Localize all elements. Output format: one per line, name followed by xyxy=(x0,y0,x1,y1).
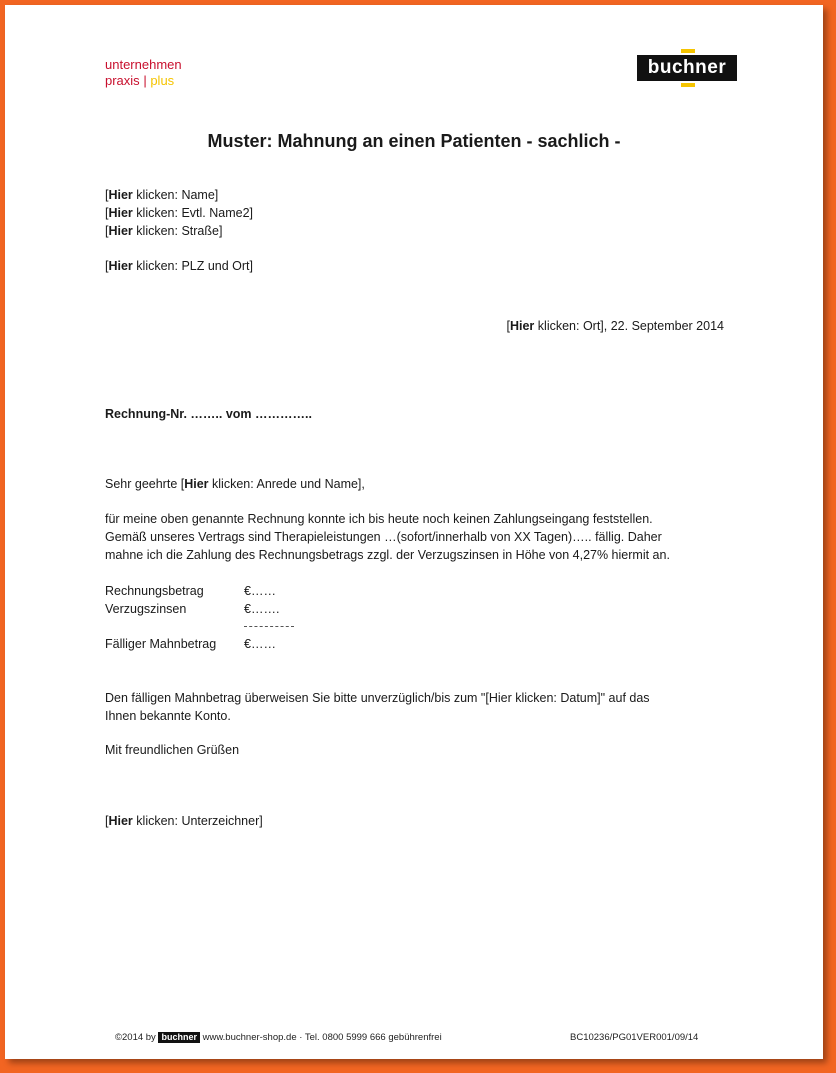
address-city[interactable]: [Hier klicken: PLZ und Ort] xyxy=(105,259,253,273)
address-name2-text: klicken: Evtl. Name2] xyxy=(132,206,253,220)
logo-stripe-top xyxy=(681,49,695,53)
address-street-text: klicken: Straße] xyxy=(132,224,223,238)
invoice-reference: Rechnung-Nr. …….. vom ………….. xyxy=(105,407,312,421)
salutation-text: klicken: Anrede und Name], xyxy=(208,477,365,491)
signature-text: klicken: Unterzeichner] xyxy=(132,814,263,828)
hier-label: Hier xyxy=(108,814,133,828)
address-street[interactable]: [Hier klicken: Straße] xyxy=(105,224,223,238)
buchner-logo xyxy=(637,49,737,87)
hier-label: Hier xyxy=(108,206,133,220)
hier-label: Hier xyxy=(108,224,133,238)
footer-left xyxy=(115,1031,442,1045)
brand-mark xyxy=(105,57,182,89)
closing: Mit freundlichen Grüßen xyxy=(105,743,240,757)
payment-line-1: Den fälligen Mahnbetrag überweisen Sie bitte unverzüglich/bis zum "[Hier klicken: Datum]" auf das xyxy=(105,691,650,705)
amount-label-invoice: Rechnungsbetrag xyxy=(105,584,204,598)
logo-stripe-bottom xyxy=(681,83,695,87)
amount-label-interest: Verzugszinsen xyxy=(105,602,187,616)
document-title: Muster: Mahnung an einen Patienten - sachlich - xyxy=(207,131,621,151)
signature-prefix: [ xyxy=(105,814,109,828)
document-page xyxy=(5,5,823,1059)
brand-plus: plus xyxy=(150,73,175,88)
brand-praxis: praxis xyxy=(105,73,140,88)
brand-line1: unternehmen xyxy=(105,57,182,72)
address-name[interactable]: [Hier klicken: Name] xyxy=(105,188,219,202)
amount-label-due: Fälliger Mahnbetrag xyxy=(105,637,217,651)
brand-separator: | xyxy=(143,73,147,88)
sum-underline xyxy=(244,626,294,627)
body-line-2: Gemäß unseres Vertrags sind Therapieleistungen …(sofort/innerhalb von XX Tagen)….. fällig. Daher xyxy=(105,530,662,544)
date-text: klicken: Ort], 22. September 2014 xyxy=(534,319,724,333)
logo-text: buchner xyxy=(647,57,727,78)
hier-label: Hier xyxy=(108,259,133,273)
footer-code: BC10236/PG01VER001/09/14 xyxy=(570,1032,699,1043)
hier-label: Hier xyxy=(184,477,209,491)
hier-label: Hier xyxy=(509,319,535,333)
amount-value-invoice: €…… xyxy=(244,584,276,598)
footer-copyright: ©2014 by xyxy=(115,1032,156,1043)
brand-line2 xyxy=(105,73,182,89)
address-name-text: klicken: Name] xyxy=(132,188,219,202)
date-prefix: [ xyxy=(506,319,510,333)
amount-value-interest: €……. xyxy=(244,602,280,616)
salutation-prefix: Sehr geehrte [ xyxy=(105,477,185,491)
address-city-text: klicken: PLZ und Ort] xyxy=(132,259,253,273)
footer-contact: www.buchner-shop.de · Tel. 0800 5999 666 gebührenfrei xyxy=(202,1032,442,1043)
address-name2[interactable]: [Hier klicken: Evtl. Name2] xyxy=(105,206,253,220)
amount-value-due: €…… xyxy=(244,637,276,651)
date-line[interactable] xyxy=(507,317,725,335)
payment-line-2: Ihnen bekannte Konto. xyxy=(105,709,231,723)
signature[interactable] xyxy=(105,812,263,830)
salutation[interactable] xyxy=(105,475,365,493)
footer-logo: buchner xyxy=(158,1032,200,1043)
body-line-3: mahne ich die Zahlung des Rechnungsbetrags zzgl. der Verzugszinsen in Höhe von 4,27% hiermit an. xyxy=(105,548,670,562)
hier-label: Hier xyxy=(108,188,133,202)
body-line-1: für meine oben genannte Rechnung konnte ich bis heute noch keinen Zahlungseingang feststellen. xyxy=(105,512,653,526)
